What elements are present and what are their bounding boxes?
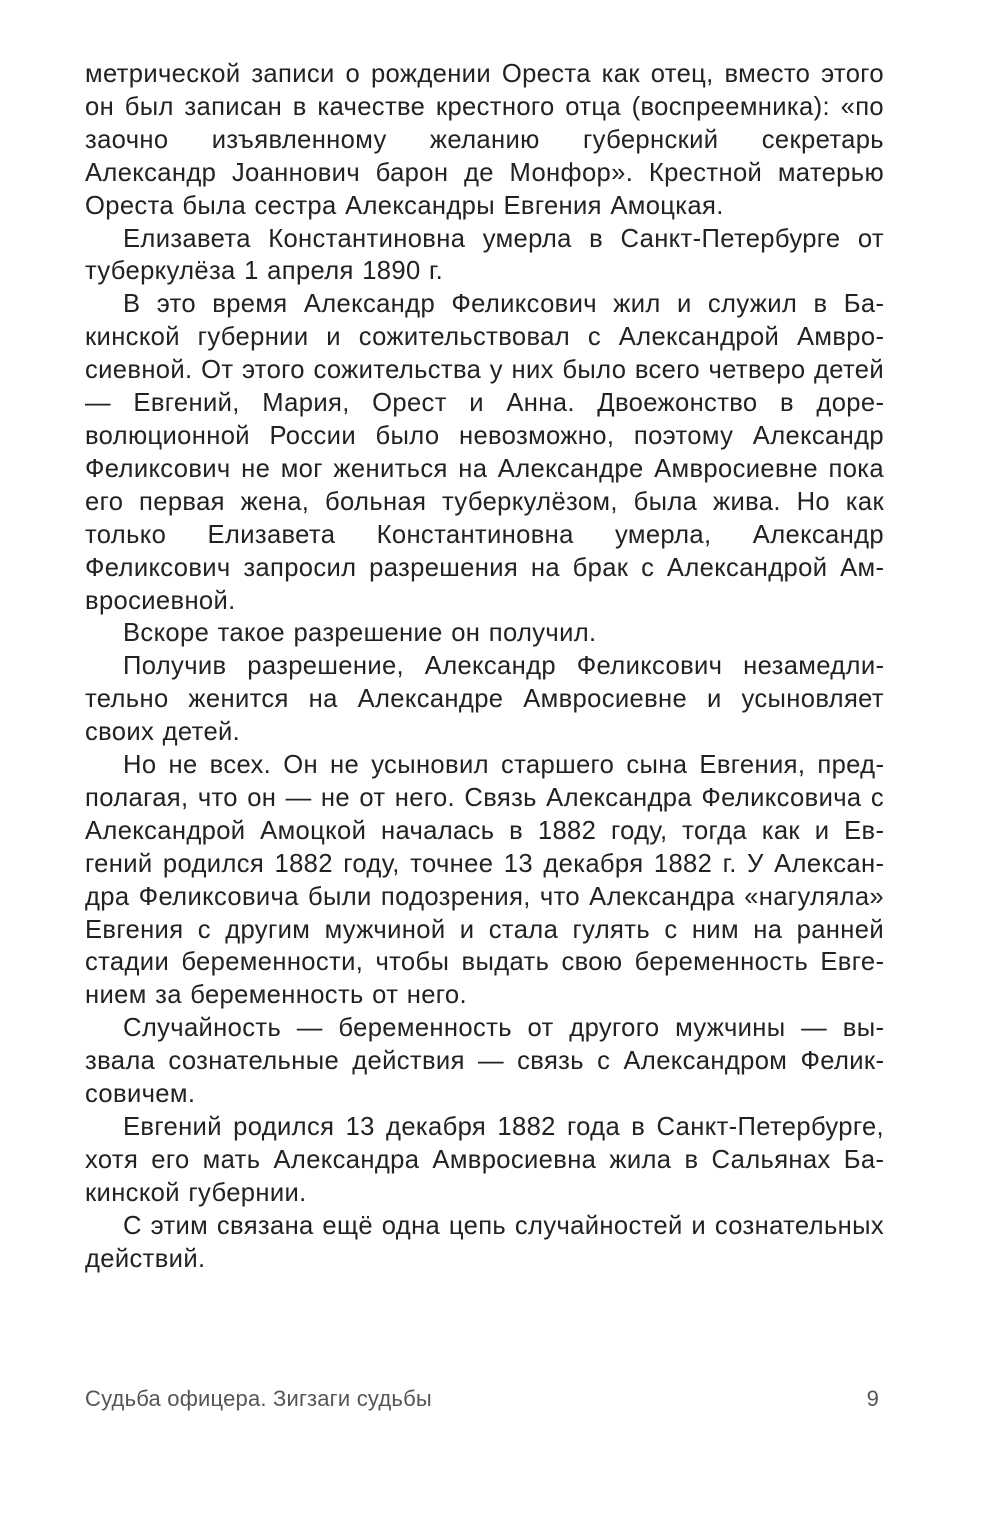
paragraph: Евгений родился 13 декабря 1882 года в Санкт-Петербурге, хотя его мать Александра Амвросиевна жила в Сальянах Бакинской губернии. (85, 1113, 884, 1207)
paragraph: Вскоре такое разрешение он получил. (123, 619, 597, 648)
page-body-text (85, 58, 884, 1276)
page-number: 9 (866, 1386, 879, 1411)
paragraph: Елизавета Константиновна умерла в Санкт-Петербурге от туберкулёза 1 апреля 1890 г. (85, 224, 884, 286)
page-footer (85, 1384, 879, 1414)
running-title: Судьба офицера. Зигзаги судьбы (85, 1386, 432, 1411)
paragraph: В это время Александр Феликсович жил и служил в Бакинской губернии и сожительствовал с Александрой Амвросиевной. От этого сожительства у них было всего четверо детей — Евгений, Мария, Орест и Анна. Двоежонство в дореволюционной России было невозможно, поэтому Александр Феликсович не мог жениться на Александре Амвросиевне пока его первая жена, больная туберкулёзом, была жива. Но как только Елизавета Константиновна умерла, Александр Феликсович запросил разрешения на брак с Александрой Амвросиевной. (85, 290, 884, 615)
paragraph: Случайность — беременность от другого мужчины — вызвала сознательные действия — связь с Александром Феликсовичем. (85, 1014, 884, 1109)
paragraph-continued: метрической записи о рождении Ореста как отец, вместо этого он был записан в качестве крестного отца (воспреемника): «по заочно изъявленному желанию губернский секретарь Александр Јоаннович барон де Монфор». Крестной матерью Ореста была сестра Александры Евгения Амоцкая. (85, 60, 884, 220)
paragraph: Получив разрешение, Александр Феликсович незамедлительно женится на Александре Амвросиевне и усыновляет своих детей. (85, 652, 884, 747)
paragraph: С этим связана ещё одна цепь случайностей и сознательных действий. (85, 1211, 884, 1273)
paragraph: Но не всех. Он не усыновил старшего сына Евгения, предполагая, что он — не от него. Связь Александра Феликсовича с Александрой Амоцкой началась в 1882 году, тогда как и Евгений родился 1882 году, точнее 13 декабря 1882 г. У Александра Феликсовича были подозрения, что Александра «нагуляла» Евгения с другим мужчиной и стала гулять с ним на ранней стадии беременности, чтобы выдать свою беременность Евгением за беременность от него. (85, 751, 884, 1010)
